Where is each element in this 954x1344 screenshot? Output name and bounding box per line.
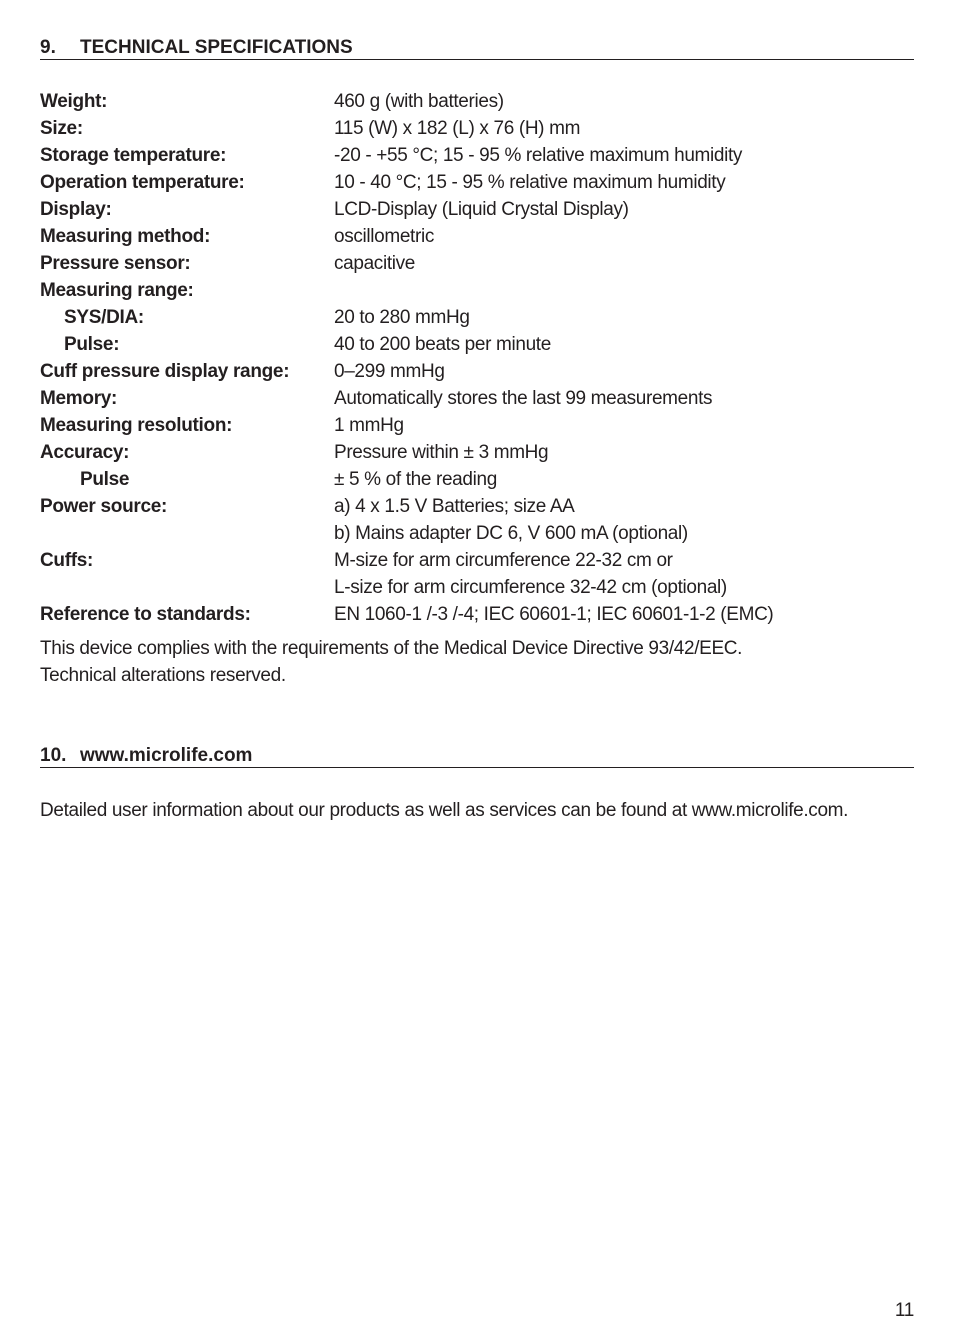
- spec-value: LCD-Display (Liquid Crystal Display): [334, 199, 629, 220]
- spec-value: 10 - 40 °C; 15 - 95 % relative maximum humidity: [334, 172, 726, 193]
- spec-label: Measuring method:: [40, 226, 211, 247]
- spec-label: SYS/DIA:: [64, 307, 144, 328]
- spec-value: 460 g (with batteries): [334, 91, 504, 112]
- spec-label: Display:: [40, 199, 112, 220]
- spec-row: [40, 547, 914, 574]
- spec-value: L-size for arm circumference 32-42 cm (optional): [334, 577, 727, 598]
- spec-row: [40, 115, 914, 142]
- spec-value: ± 5 % of the reading: [334, 469, 497, 490]
- section-9-heading: [40, 37, 914, 60]
- alterations-text: Technical alterations reserved.: [40, 665, 286, 686]
- spec-row: [40, 358, 914, 385]
- spec-row: [40, 88, 914, 115]
- spec-label: Measuring resolution:: [40, 415, 233, 436]
- section-10-number: 10.: [40, 745, 67, 766]
- spec-row: [40, 412, 914, 439]
- spec-row: [40, 304, 914, 331]
- spec-label: Pulse:: [64, 334, 120, 355]
- section-9-number: 9.: [40, 37, 56, 58]
- section-10-heading: [40, 745, 914, 768]
- spec-label: Operation temperature:: [40, 172, 245, 193]
- spec-row: [40, 439, 914, 466]
- spec-label: Power source:: [40, 496, 168, 517]
- spec-value: M-size for arm circumference 22-32 cm or: [334, 550, 673, 571]
- page-number: 11: [894, 1300, 914, 1321]
- spec-value: 40 to 200 beats per minute: [334, 334, 551, 355]
- spec-value: b) Mains adapter DC 6, V 600 mA (optional): [334, 523, 688, 544]
- section-10-title: www.microlife.com: [80, 745, 253, 766]
- spec-row: [40, 493, 914, 520]
- spec-label: Storage temperature:: [40, 145, 227, 166]
- spec-row: [40, 142, 914, 169]
- spec-label: Pulse: [80, 469, 130, 490]
- spec-value: a) 4 x 1.5 V Batteries; size AA: [334, 496, 575, 517]
- spec-value: Pressure within ± 3 mmHg: [334, 442, 549, 463]
- spec-value: 115 (W) x 182 (L) x 76 (H) mm: [334, 118, 581, 139]
- section-9-title: TECHNICAL SPECIFICATIONS: [80, 37, 353, 58]
- spec-value: EN 1060-1 /-3 /-4; IEC 60601-1; IEC 60601-1-2 (EMC): [334, 604, 774, 625]
- spec-value: oscillometric: [334, 226, 434, 247]
- spec-value: 0–299 mmHg: [334, 361, 445, 382]
- spec-label: Measuring range:: [40, 280, 194, 301]
- spec-value: capacitive: [334, 253, 415, 274]
- spec-value: 20 to 280 mmHg: [334, 307, 470, 328]
- spec-label: Memory:: [40, 388, 118, 409]
- spec-row: [40, 385, 914, 412]
- spec-row: [40, 331, 914, 358]
- spec-value: Automatically stores the last 99 measurements: [334, 388, 713, 409]
- spec-label: Cuff pressure display range:: [40, 361, 290, 382]
- spec-label: Size:: [40, 118, 83, 139]
- section-10-text: Detailed user information about our products as well as services can be found at www.microlife.com.: [40, 800, 849, 821]
- spec-row: [40, 574, 914, 601]
- spec-row: [40, 601, 914, 628]
- spec-row: [40, 520, 914, 547]
- spec-row: [40, 250, 914, 277]
- spec-label: Cuffs:: [40, 550, 94, 571]
- compliance-text: This device complies with the requirements of the Medical Device Directive 93/42/EEC.: [40, 638, 743, 659]
- spec-label: Weight:: [40, 91, 108, 112]
- spec-row: [40, 223, 914, 250]
- spec-row: [40, 277, 914, 304]
- spec-label: Reference to standards:: [40, 604, 251, 625]
- spec-value: 1 mmHg: [334, 415, 404, 436]
- spec-row: [40, 196, 914, 223]
- spec-row: [40, 466, 914, 493]
- spec-value: -20 - +55 °C; 15 - 95 % relative maximum humidity: [334, 145, 743, 166]
- spec-label: Pressure sensor:: [40, 253, 191, 274]
- spec-label: Accuracy:: [40, 442, 130, 463]
- spec-row: [40, 169, 914, 196]
